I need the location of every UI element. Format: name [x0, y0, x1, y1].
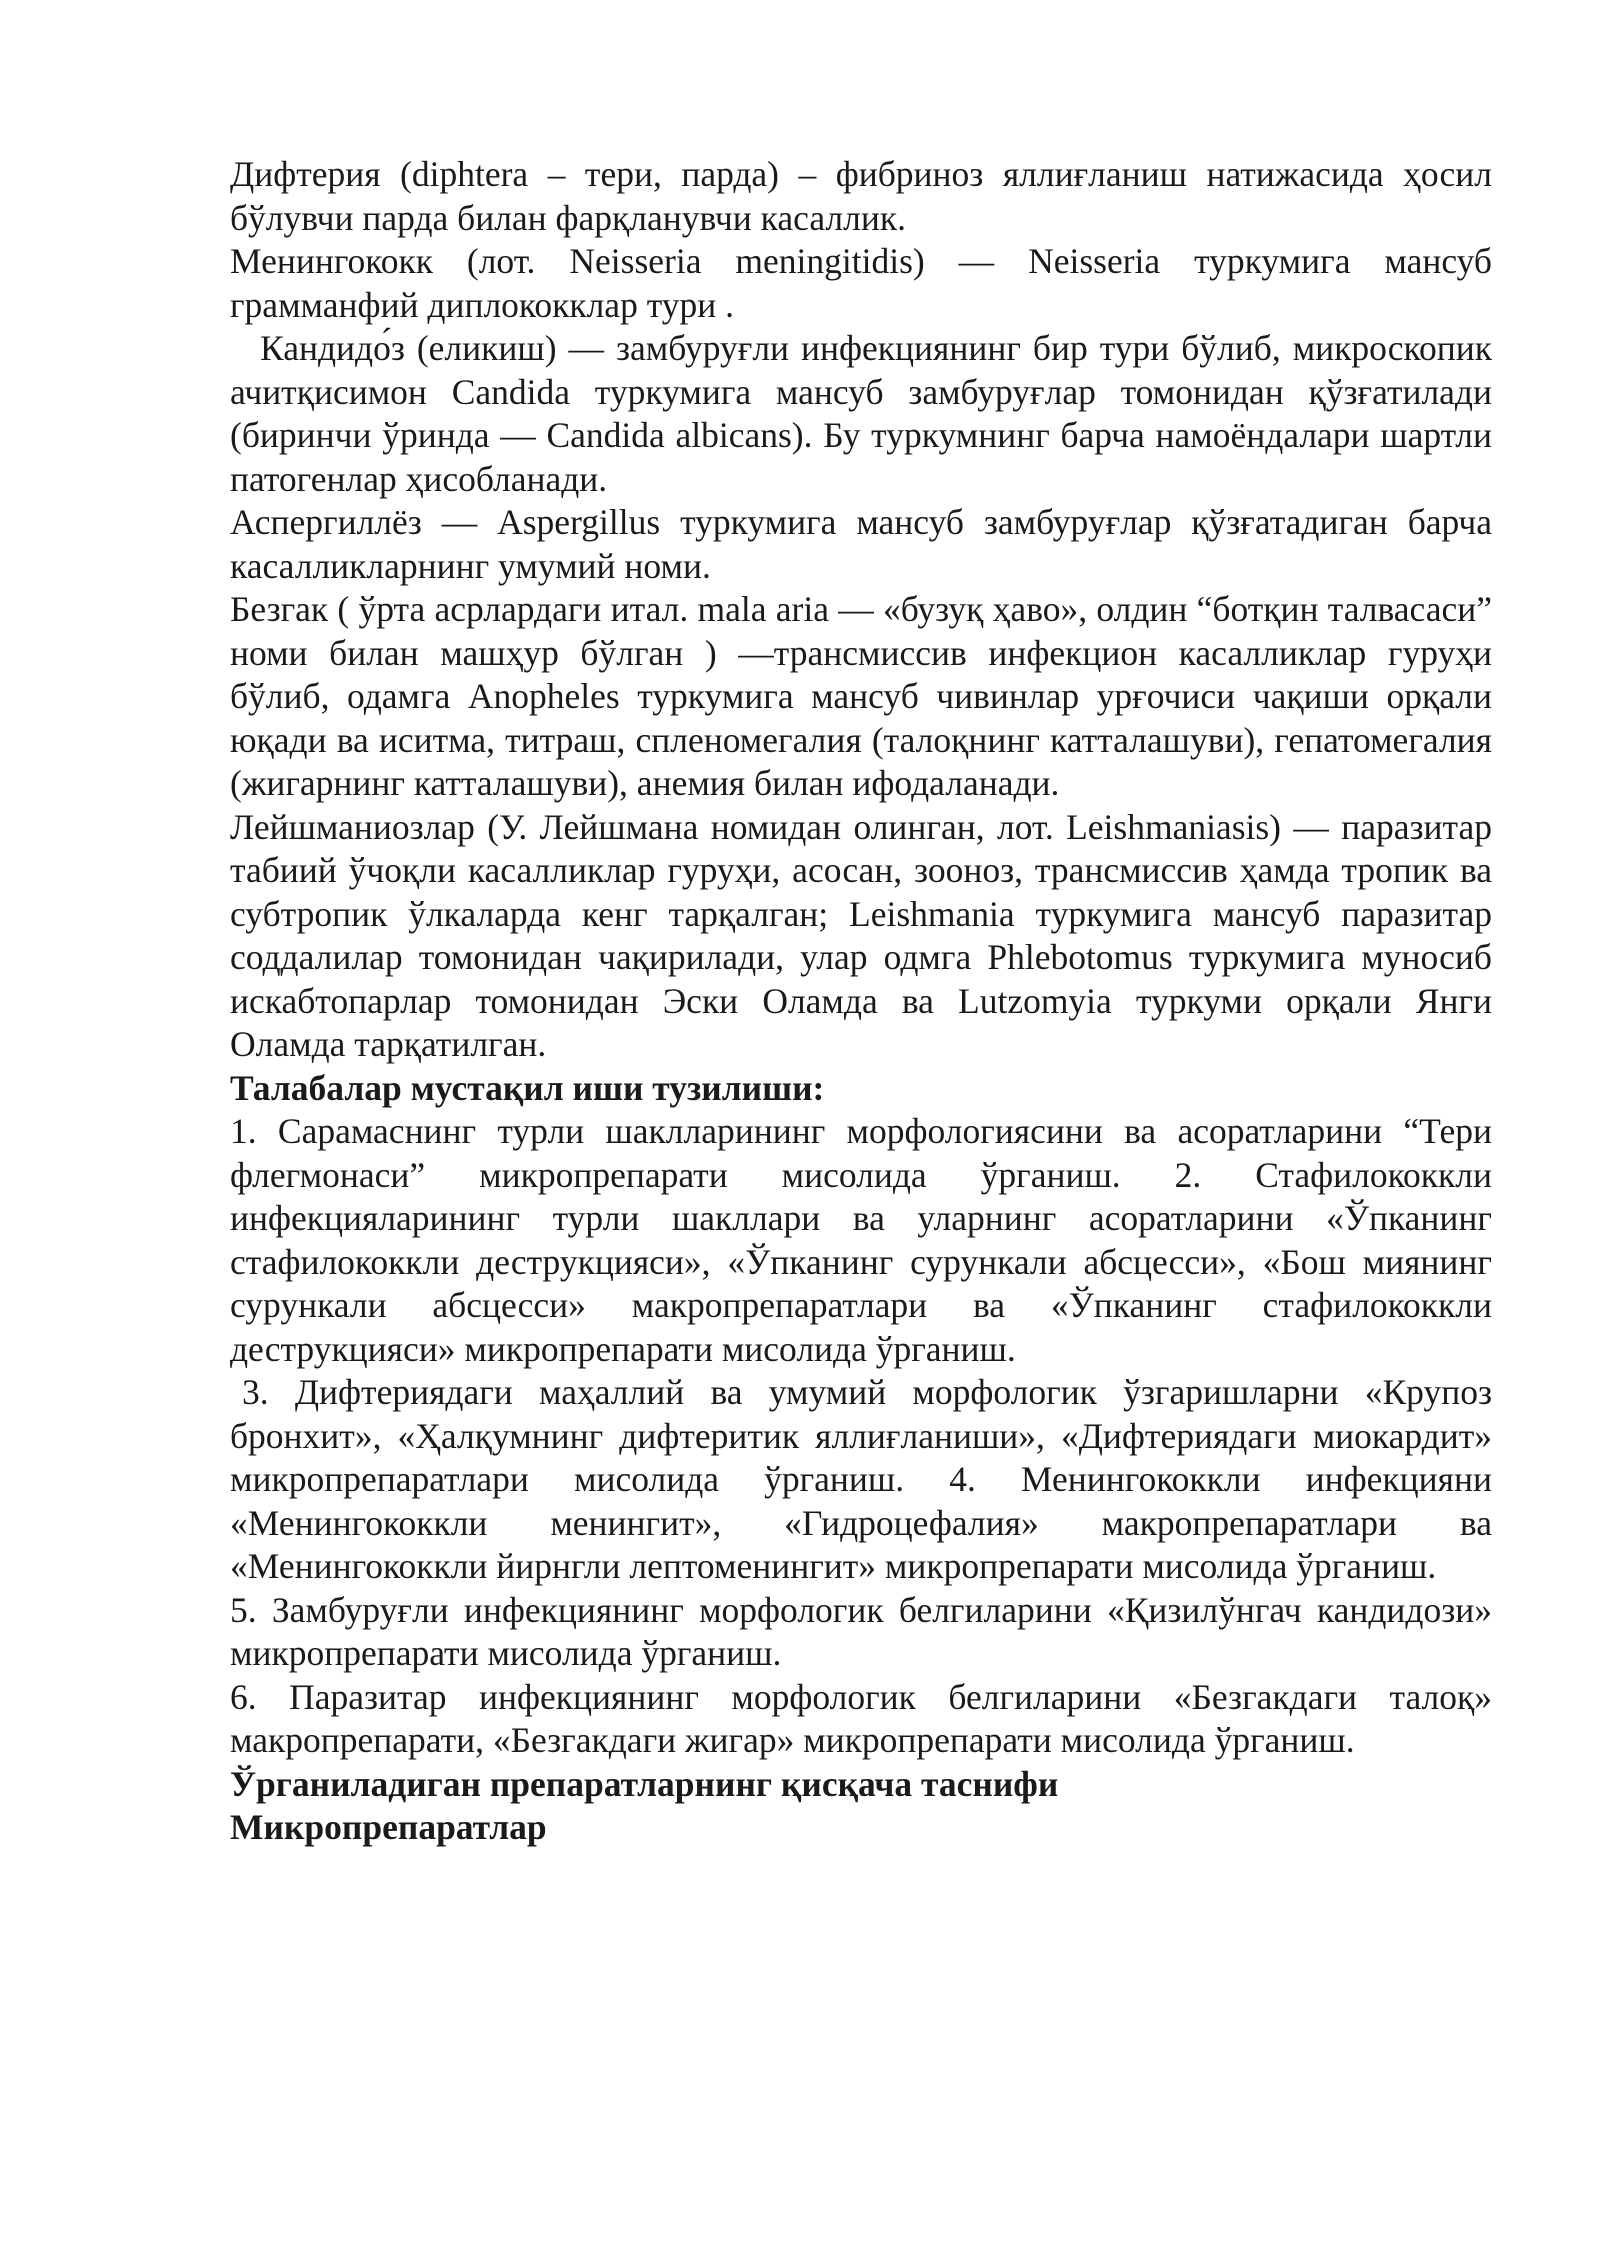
- paragraph-meningococcus: Менингококк (лот. Neisseria meningitidis) — Neisseria туркумига мансуб грамманфий диплококклар тури .: [230, 241, 1492, 325]
- heading-micropreparations: Микропрепаратлар: [230, 1807, 547, 1847]
- paragraph-aspergillosis: Аспергиллёз — Aspergillus туркумига мансуб замбуруғлар қўзғатадиган барча касалликларнинг умумий номи.: [230, 502, 1492, 586]
- paragraph-task-5: 5. Замбуруғли инфекциянинг морфологик белгиларини «Қизилўнгач кандидози» микропрепарати мисолида ўрганиш.: [230, 1589, 1492, 1673]
- paragraph-leishmaniasis: Лейшманиозлар (У. Лейшмана номидан олинган, лот. Leishmaniasis) — паразитар табиий ўчоқли касалликлар гуруҳи, асосан, зооноз, трансмиссив ҳамда тропик ва субтропик ўлкаларда кенг тарқалган; Leishmania туркумига мансуб паразитар соддалилар томонидан чақирилади, улар одмга Phlebotomus туркумига муносиб искабтопарлар томонидан Эски Оламда ва Lutzomyia туркуми орқали Янги Оламда тарқатилган.: [230, 806, 1492, 1064]
- paragraph-task-6: 6. Паразитар инфекциянинг морфологик белгиларини «Безгакдаги талоқ» макропрепарати, «Безгакдаги жигар» микропрепарати мисолида ўрганиш.: [230, 1676, 1492, 1760]
- heading-preparations-description: Ўрганиладиган препаратларнинг қисқача таснифи: [230, 1763, 1059, 1804]
- document-page: [230, 153, 1492, 1850]
- paragraph-diphtheria: Дифтерия (diphtera – тери, парда) – фибриноз яллиғланиш натижасида ҳосил бўлувчи парда билан фарқланувчи касаллик.: [230, 154, 1492, 238]
- heading-student-work-structure: Талабалар мустақил иши тузилиши:: [230, 1067, 825, 1108]
- paragraph-candidiasis: Кандидо́з (еликиш) — замбуруғли инфекциянинг бир тури бўлиб, микроскопик ачитқисимон Candida туркумига мансуб замбуруғлар томонидан қўзғатилади (биринчи ўринда — Candida albicans). Бу туркумнинг барча намоёндалари шартли патогенлар ҳисобланади.: [230, 328, 1492, 499]
- paragraph-task-1-2: 1. Сарамаснинг турли шаклларининг морфологиясини ва асоратларини “Тери флегмонаси” микропрепарати мисолида ўрганиш. 2. Стафилококкли инфекцияларининг турли шакллари ва уларнинг асоратларини «Ўпканинг стафилококкли деструкцияси», «Ўпканинг сурункали абсцесси», «Бош миянинг сурункали абсцесси» макропрепаратлари ва «Ўпканинг стафилококкли деструкцияси» микропрепарати мисолида ўрганиш.: [230, 1111, 1492, 1369]
- paragraph-malaria: Безгак ( ўрта асрлардаги итал. mala aria — «бузуқ ҳаво», олдин “ботқин талвасаси” номи билан машҳур бўлган ) —трансмиссив инфекцион касалликлар гуруҳи бўлиб, одамга Anopheles туркумига мансуб чивинлар урғочиси чақиши орқали юқади ва иситма, титраш, спленомегалия (талоқнинг катталашуви), гепатомегалия (жигарнинг катталашуви), анемия билан ифодаланади.: [230, 589, 1492, 803]
- paragraph-task-3-4: 3. Дифтериядаги маҳаллий ва умумий морфологик ўзгаришларни «Крупоз бронхит», «Ҳалқумнинг дифтеритик яллиғланиши», «Дифтериядаги миокардит» микропрепаратлари мисолида ўрганиш. 4. Менингококкли инфекцияни «Менингококкли менингит», «Гидроцефалия» макропрепаратлари ва «Менингококкли йирнгли лептоменингит» микропрепарати мисолида ўрганиш.: [230, 1372, 1492, 1586]
